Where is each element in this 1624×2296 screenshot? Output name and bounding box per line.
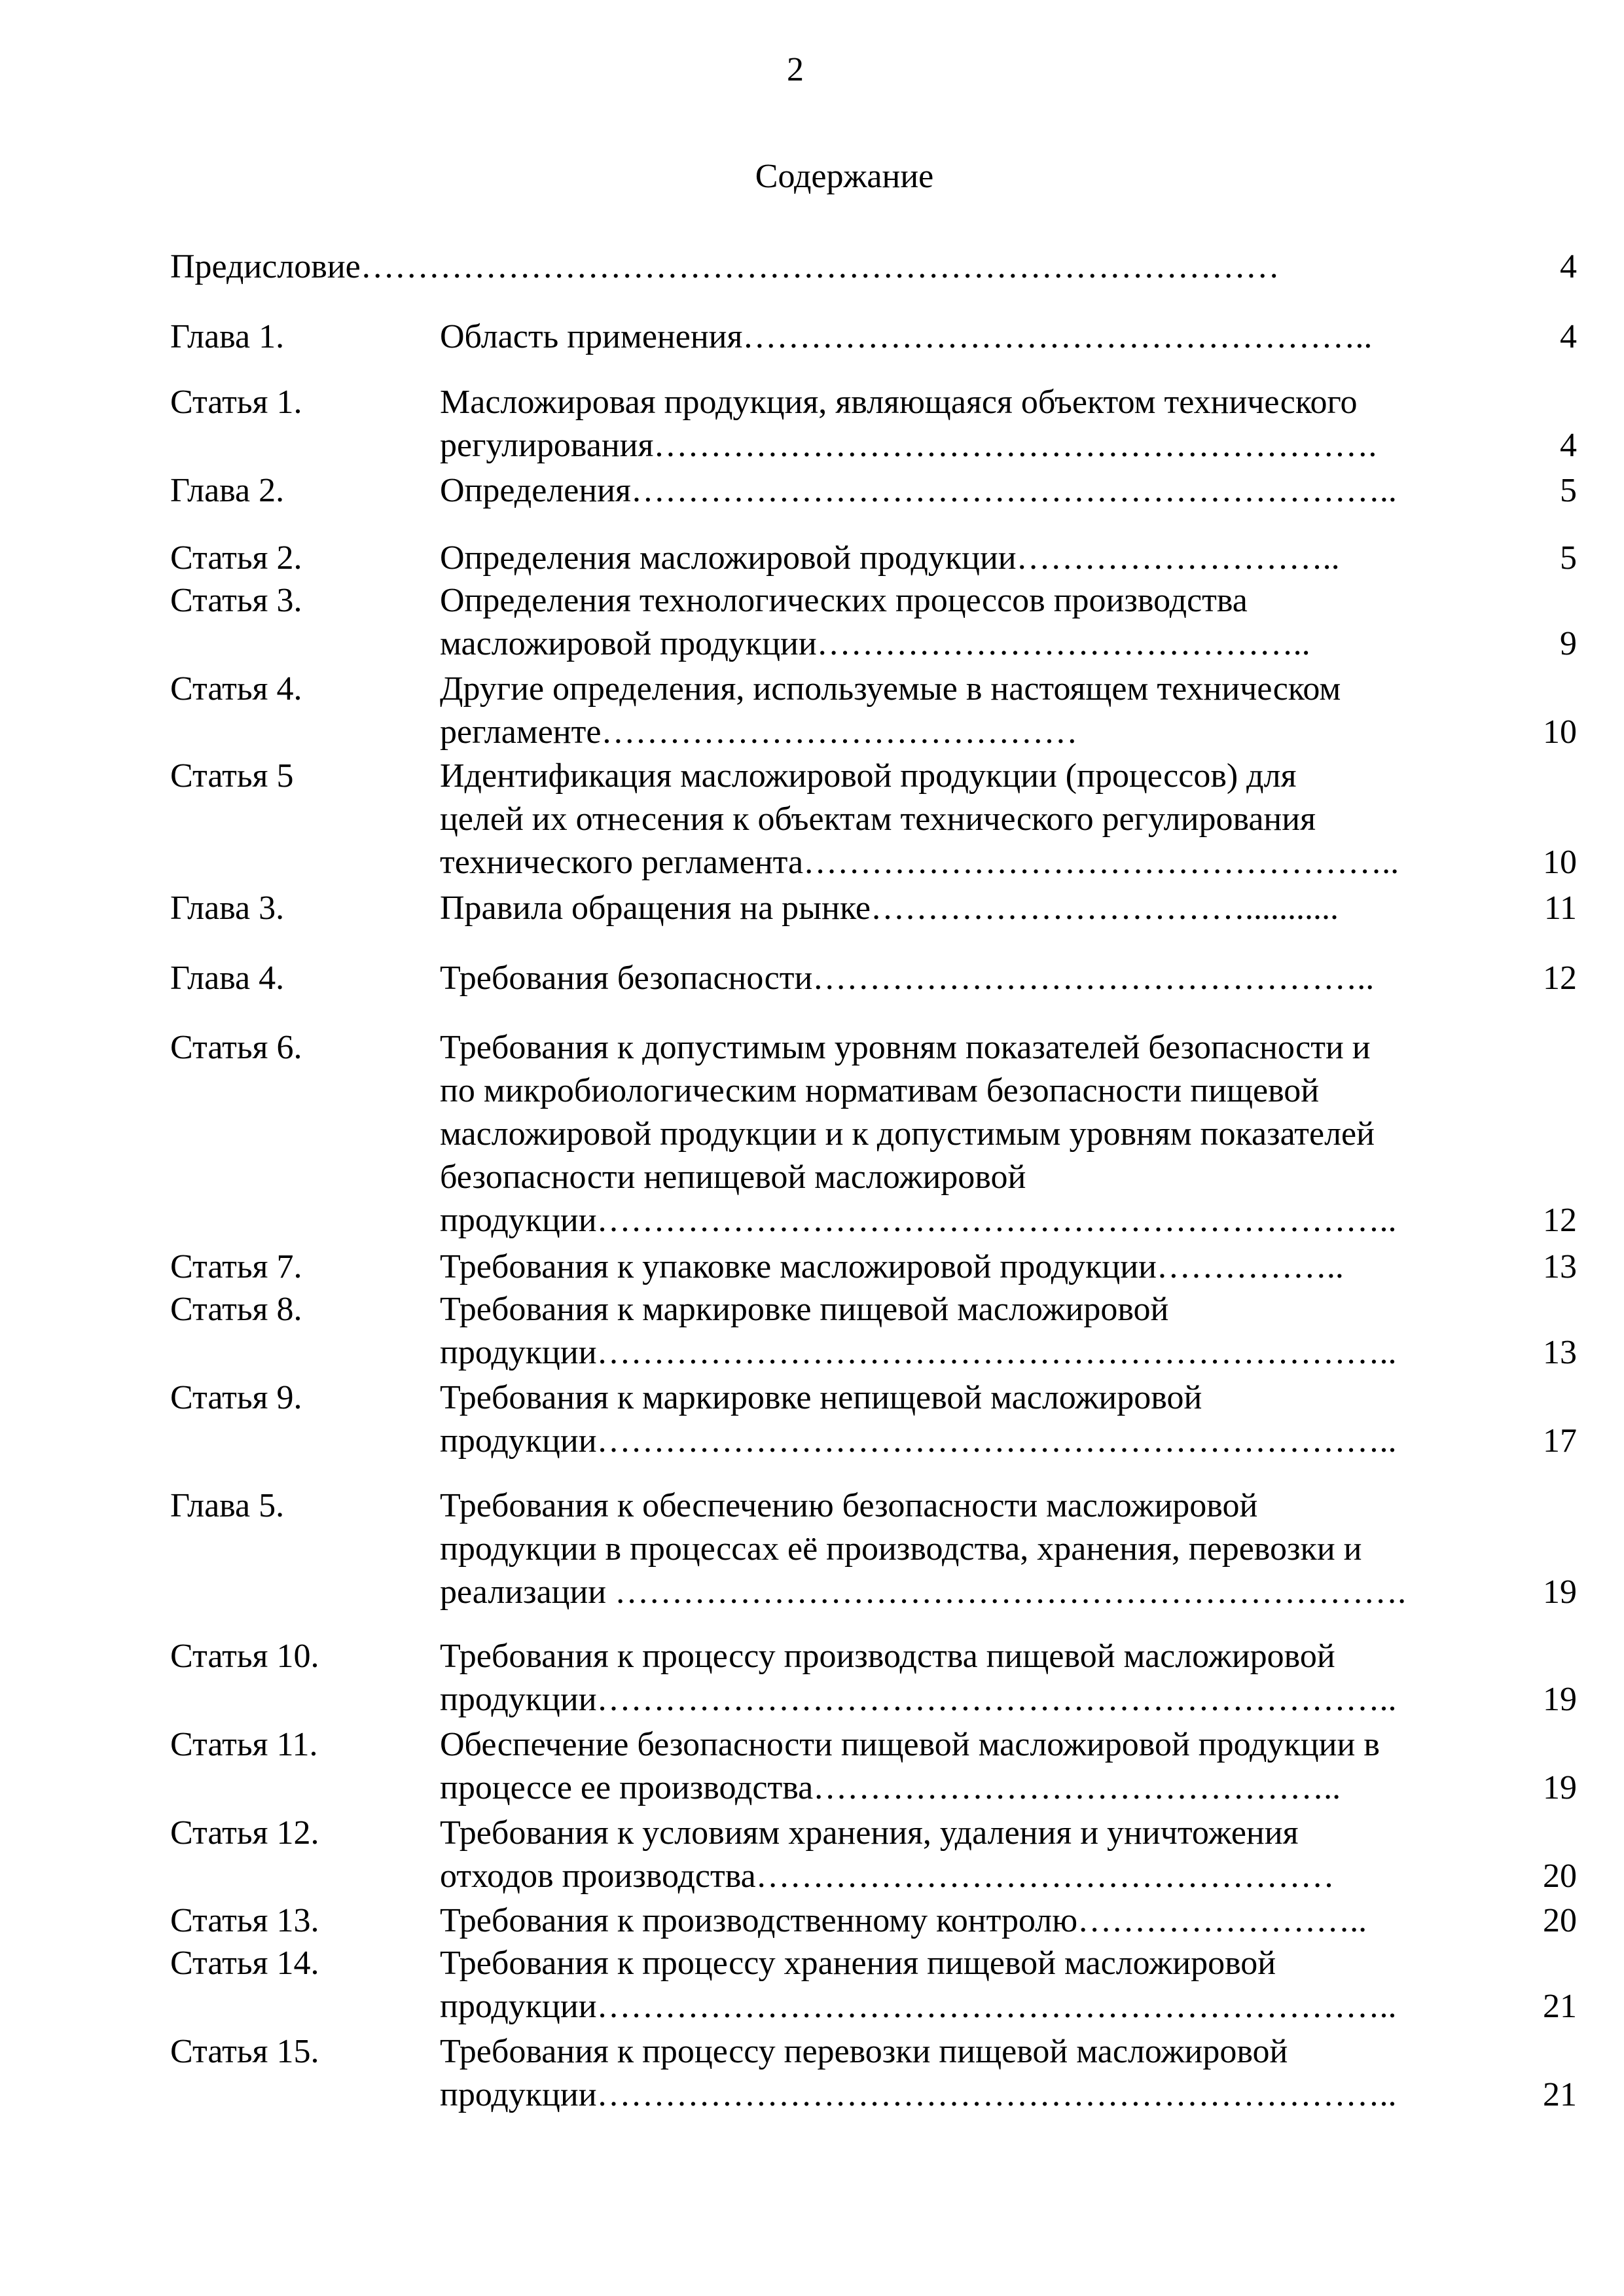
toc-entry-label: Статья 3.	[170, 582, 302, 619]
toc-entry-title-line: продукции……………………………………………………………..	[440, 1334, 1397, 1371]
toc-entry-page: 11	[1543, 889, 1577, 927]
toc-entry-title-line: Определения технологических процессов производства	[440, 582, 1248, 619]
toc-entry-label: Глава 4.	[170, 960, 285, 997]
toc-entry-title	[440, 315, 1513, 359]
toc-entry-title	[440, 1899, 1513, 1943]
toc-entry	[0, 1723, 1624, 1810]
toc-entry-title	[440, 537, 1513, 580]
toc-entry-title	[440, 1812, 1513, 1898]
toc-entry-title-line: Требования к условиям хранения, удаления и уничтожения	[440, 1814, 1299, 1852]
toc-entry-page: 13	[1543, 1248, 1577, 1285]
toc-entry-title-line: Область применения………………………………………………..	[440, 318, 1373, 355]
toc-entry-title	[170, 245, 1506, 289]
toc-entry-title	[440, 1288, 1513, 1374]
toc-entry	[0, 957, 1624, 1000]
toc-entry-title-line: по микробиологическим нормативам безопасности пищевой	[440, 1072, 1320, 1109]
toc-entry-title	[440, 1942, 1513, 2028]
toc-entry-title-line: Требования к процессу перевозки пищевой масложировой	[440, 2033, 1288, 2070]
toc-entry-title-line: технического регламента……………………………………………..	[440, 844, 1399, 881]
toc-entry-label: Статья 5	[170, 757, 294, 795]
toc-entry	[0, 245, 1624, 289]
toc-entry-title-line: Другие определения, используемые в настоящем техническом	[440, 670, 1341, 708]
toc-entry	[0, 1635, 1624, 1721]
toc-entry-title	[440, 1376, 1513, 1463]
toc-entry-title-line: отходов производства……………………………………………	[440, 1857, 1335, 1895]
toc-entry-label: Статья 13.	[170, 1902, 319, 1939]
toc-entry-title-line: Требования к допустимым уровням показателей безопасности и	[440, 1029, 1371, 1066]
toc-entry-label: Статья 14.	[170, 1945, 319, 1982]
toc-entry-title-line: масложировой продукции и к допустимым уровням показателей	[440, 1115, 1375, 1153]
toc-entry-page: 4	[1560, 318, 1577, 355]
toc-entry-title-line: целей их отнесения к объектам технического регулирования	[440, 800, 1316, 838]
toc-entry-page: 20	[1543, 1902, 1577, 1939]
toc-entry-label: Статья 10.	[170, 1638, 319, 1675]
toc-entry-label: Статья 1.	[170, 384, 302, 421]
toc-entry-label: Статья 12.	[170, 1814, 319, 1852]
toc-entry	[0, 469, 1624, 512]
toc-entry-label: Глава 1.	[170, 318, 285, 355]
page-number: 2	[787, 51, 804, 88]
toc-entry	[0, 381, 1624, 467]
toc-entry-page: 21	[1543, 1988, 1577, 2025]
toc-entry	[0, 1288, 1624, 1374]
toc-entry-title-line: продукции в процессах её производства, хранения, перевозки и	[440, 1530, 1362, 1568]
toc-entry-title-line: Требования к обеспечению безопасности масложировой	[440, 1487, 1258, 1524]
toc-entry-page: 4	[1560, 248, 1577, 285]
toc-entry	[0, 1942, 1624, 2028]
toc-entry-page: 21	[1543, 2076, 1577, 2113]
toc-entry-page: 19	[1543, 1681, 1577, 1718]
toc-entry-title	[440, 1026, 1513, 1242]
toc-entry-title-line: Требования к маркировке непищевой масложировой	[440, 1379, 1202, 1416]
toc-entry-page: 10	[1543, 844, 1577, 881]
toc-entry-label: Глава 3.	[170, 889, 285, 927]
toc-entry-title-line: процессе ее производства………………………………………..	[440, 1769, 1341, 1806]
toc-entry-title-line: Требования безопасности…………………………………………..	[440, 960, 1375, 997]
toc-entry	[0, 1812, 1624, 1898]
toc-entry-label: Статья 2.	[170, 539, 302, 577]
toc-entry-page: 10	[1543, 713, 1577, 751]
toc-entry-label: Статья 4.	[170, 670, 302, 708]
toc-entry	[0, 579, 1624, 666]
toc-entry-title	[440, 1723, 1513, 1810]
toc-entry-title-line: реализации …………………………………………………………….	[440, 1573, 1407, 1611]
toc-entry-page: 12	[1543, 960, 1577, 997]
toc-entry-page: 13	[1543, 1334, 1577, 1371]
toc-entry-page: 5	[1560, 539, 1577, 577]
toc-entry-page: 20	[1543, 1857, 1577, 1895]
toc-entry-title-line: Требования к маркировке пищевой масложировой	[440, 1291, 1169, 1328]
toc-entry-title-line: масложировой продукции……………………………………..	[440, 625, 1310, 662]
toc-entry-title-line: Требования к производственному контролю……………………..	[440, 1902, 1367, 1939]
toc-entry-label: Глава 2.	[170, 472, 285, 509]
toc-entry-title-line: продукции……………………………………………………………..	[440, 1422, 1397, 1460]
toc-entry-page: 12	[1543, 1202, 1577, 1239]
toc-entry	[0, 315, 1624, 359]
toc-title: Содержание	[755, 158, 934, 195]
toc-entry-title-line: продукции……………………………………………………………..	[440, 1681, 1397, 1718]
toc-entry-title-line: Правила обращения на рынке……………………………...........	[440, 889, 1339, 927]
toc-entry-title	[440, 887, 1513, 930]
toc-entry	[0, 1026, 1624, 1242]
toc-entry	[0, 1484, 1624, 1614]
toc-entry	[0, 887, 1624, 930]
toc-entry-title-line: Определения…………………………………………………………..	[440, 472, 1397, 509]
toc-entry-title-line: Требования к упаковке масложировой продукции……………..	[440, 1248, 1344, 1285]
toc-entry-label: Статья 9.	[170, 1379, 302, 1416]
toc-entry-title	[440, 957, 1513, 1000]
toc-entry-title-line: безопасности непищевой масложировой	[440, 1158, 1026, 1196]
toc-entry-title-line: регулирования……………………………………………………….	[440, 427, 1377, 464]
toc-entry-title	[440, 1246, 1513, 1289]
toc-entry-title	[440, 469, 1513, 512]
toc-entry-title-line: Требования к процессу хранения пищевой масложировой	[440, 1945, 1276, 1982]
toc-entry	[0, 537, 1624, 580]
toc-entry-label: Статья 7.	[170, 1248, 302, 1285]
toc-entry-title	[440, 668, 1513, 754]
toc-entry-title-line: продукции……………………………………………………………..	[440, 1988, 1397, 2025]
toc-entry-page: 17	[1543, 1422, 1577, 1460]
toc-entry-label: Статья 11.	[170, 1726, 318, 1763]
toc-entry	[0, 668, 1624, 754]
toc-entry-title	[440, 2030, 1513, 2117]
toc-entry-title-line: продукции……………………………………………………………..	[440, 1202, 1397, 1239]
toc-entry-title-line: регламенте……………………………………	[440, 713, 1078, 751]
toc-entry-label: Статья 8.	[170, 1291, 302, 1328]
toc-entry-title	[440, 579, 1513, 666]
toc-entry-title-line: Предисловие………………………………………………………………………	[170, 248, 1280, 285]
toc-entry-title	[440, 1484, 1513, 1614]
toc-entry-title-line: Обеспечение безопасности пищевой масложировой продукции в	[440, 1726, 1380, 1763]
toc-entry	[0, 755, 1624, 884]
toc-entry	[0, 1246, 1624, 1289]
toc-entry	[0, 1899, 1624, 1943]
toc-entry-title-line: Идентификация масложировой продукции (процессов) для	[440, 757, 1297, 795]
toc-entry	[0, 1376, 1624, 1463]
toc-entry-page: 19	[1543, 1769, 1577, 1806]
toc-entry-page: 5	[1560, 472, 1577, 509]
toc-entry-title-line: Требования к процессу производства пищевой масложировой	[440, 1638, 1335, 1675]
toc-entry-page: 19	[1543, 1573, 1577, 1611]
toc-entry-title	[440, 755, 1513, 884]
toc-entry-title-line: Масложировая продукция, являющаяся объектом технического	[440, 384, 1358, 421]
toc-entry-title	[440, 381, 1513, 467]
toc-entry-title	[440, 1635, 1513, 1721]
toc-entry-title-line: Определения масложировой продукции………………………..	[440, 539, 1340, 577]
toc-entry-title-line: продукции……………………………………………………………..	[440, 2076, 1397, 2113]
toc-entry-label: Глава 5.	[170, 1487, 285, 1524]
toc-entry-page: 4	[1560, 427, 1577, 464]
toc-entry-page: 9	[1560, 625, 1577, 662]
toc-entry	[0, 2030, 1624, 2117]
toc-entry-label: Статья 15.	[170, 2033, 319, 2070]
toc-entry-label: Статья 6.	[170, 1029, 302, 1066]
